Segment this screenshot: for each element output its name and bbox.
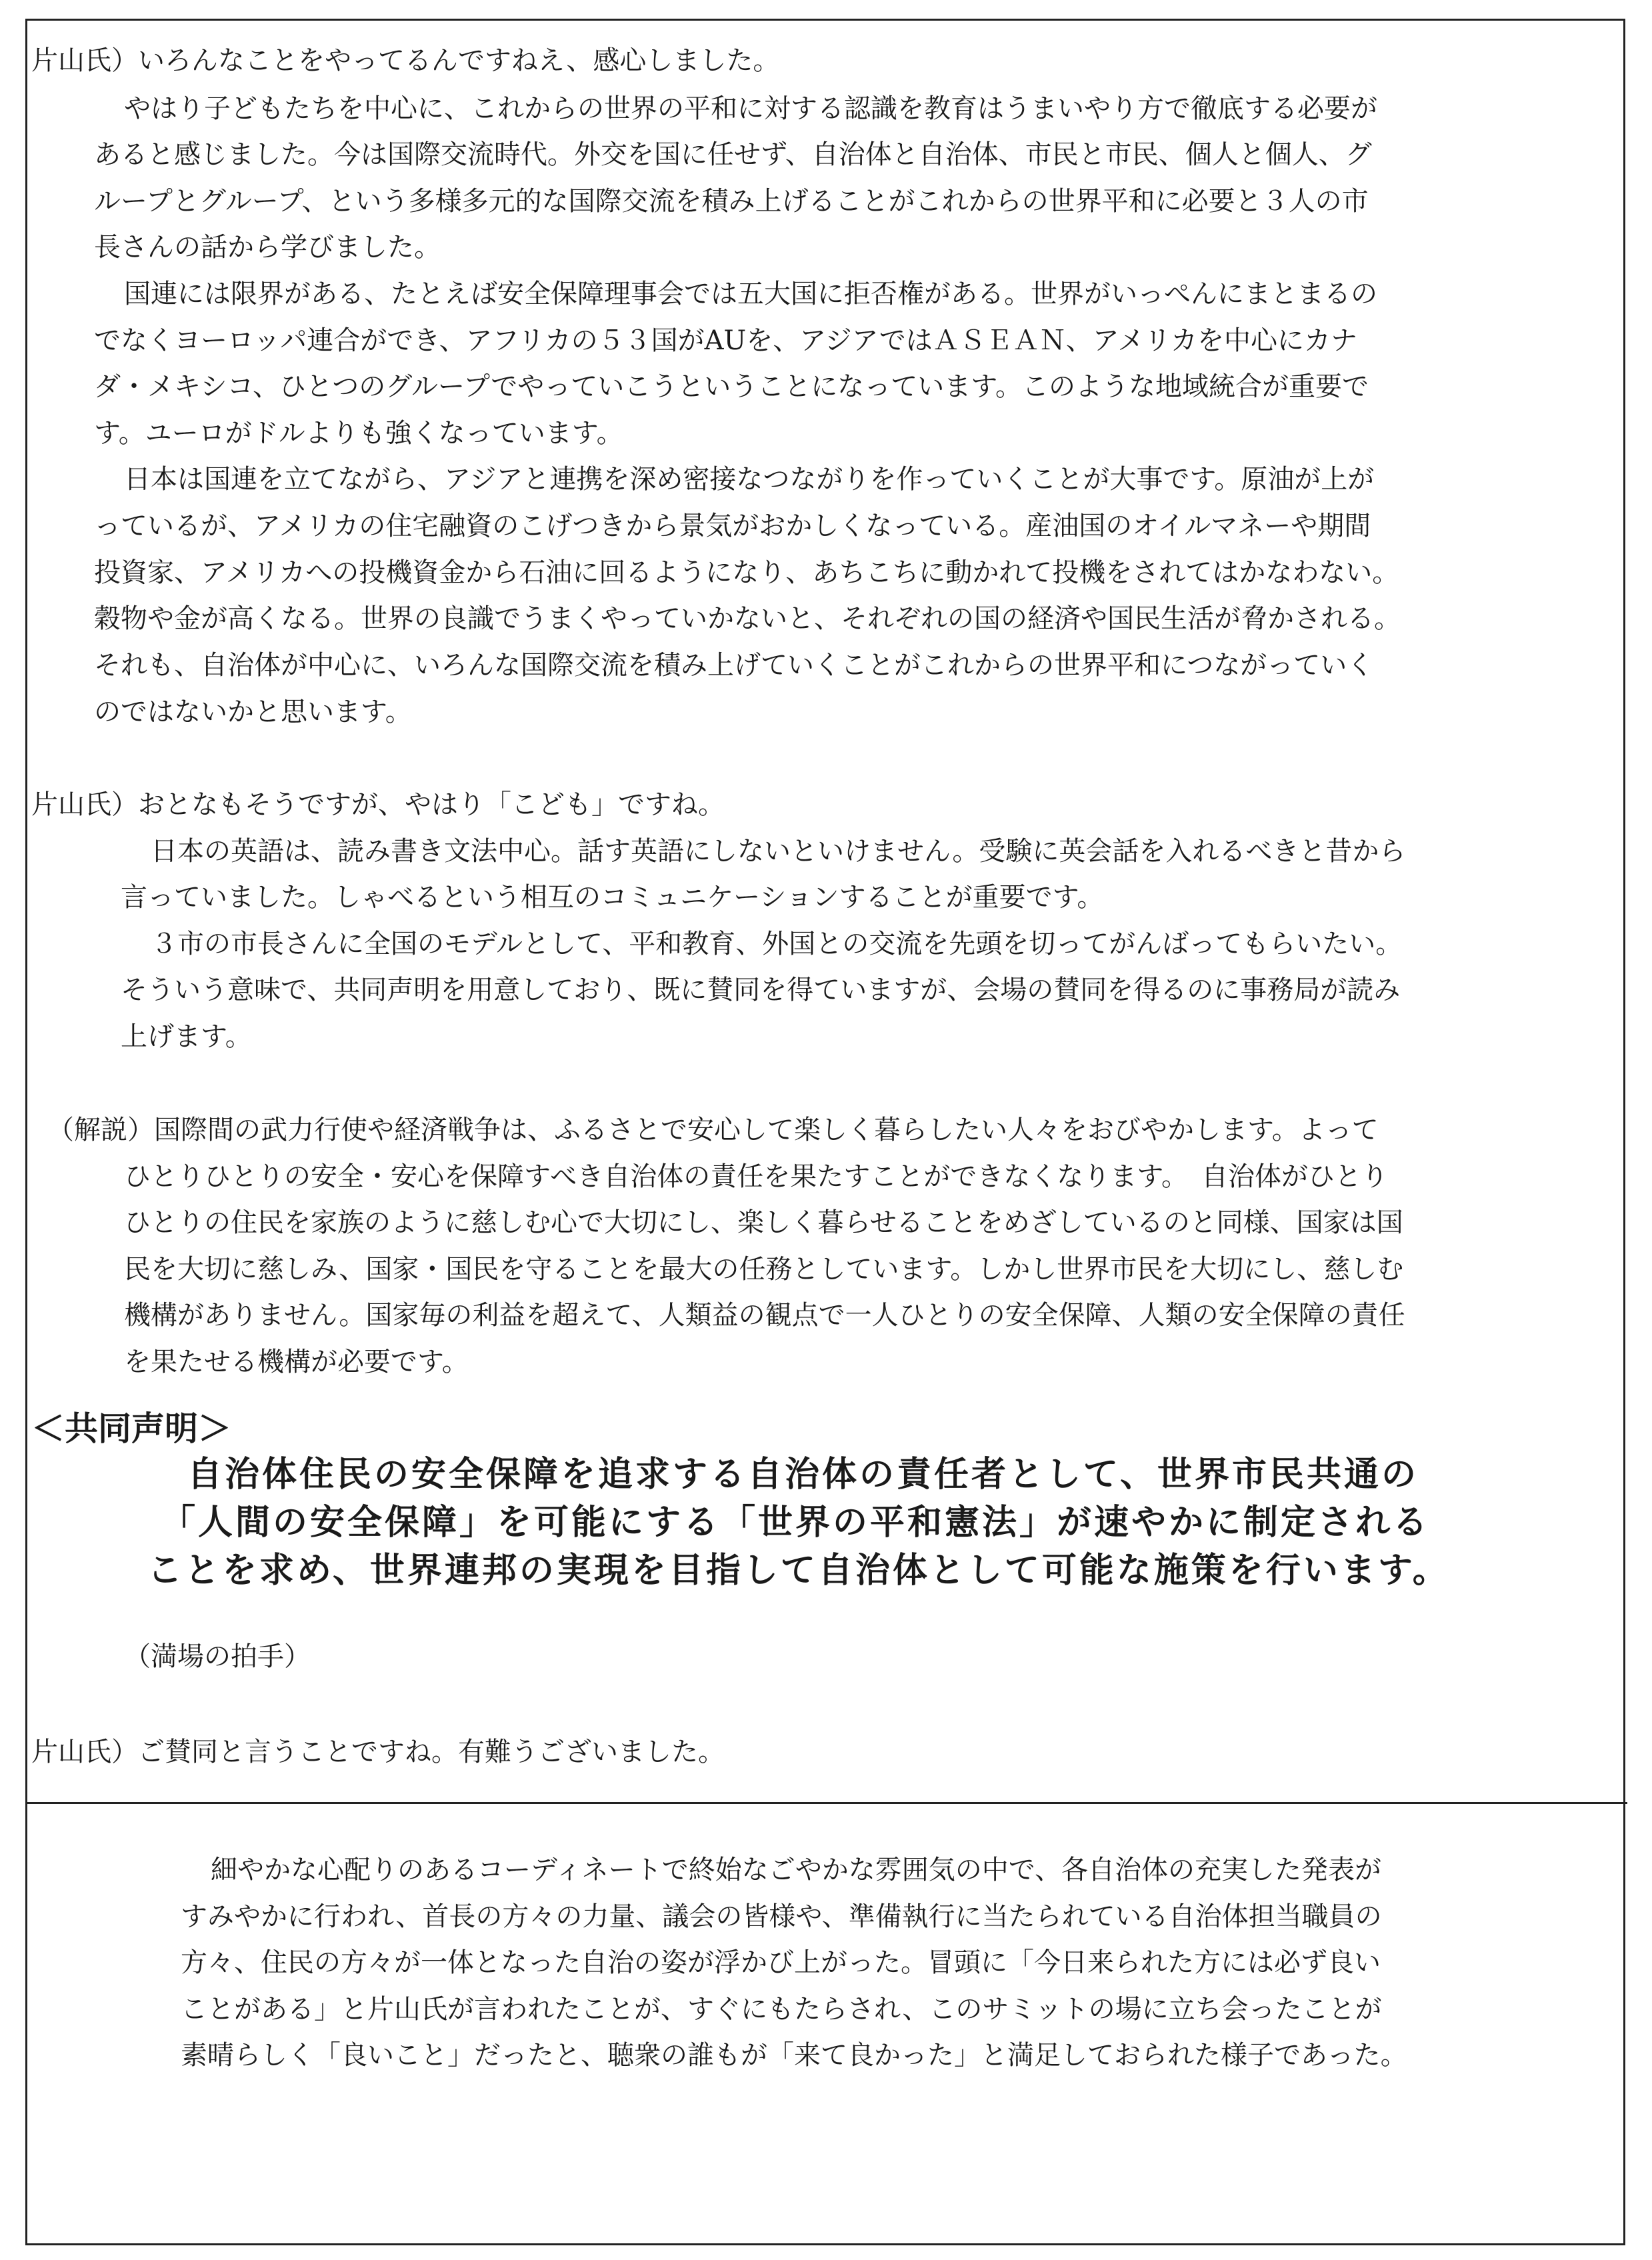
paragraph-line: ダ・メキシコ、ひとつのグループでやっていこうということになっています。このような地域統合が重要で [94, 371, 1369, 402]
commentary-line: 機構がありません。国家毎の利益を超えて、人類益の観点で一人ひとりの安全保障、人類の安全保障の責任 [124, 1300, 1405, 1331]
paragraph-line: 言っていました。しゃべるという相互のコミュニケーションすることが重要です。 [121, 882, 1104, 913]
closing-line: 素晴らしく「良いこと」だったと、聴衆の誰もが「来て良かった」と満足しておられた様子であった。 [181, 2040, 1407, 2071]
closing-line: 方々、住民の方々が一体となった自治の姿が浮かび上がった。冒頭に「今日来られた方には必ず良い [181, 1947, 1381, 1978]
divider [27, 1802, 1627, 1804]
paragraph-line: 投資家、アメリカへの投機資金から石油に回るようになり、あちこちに動かれて投機をされてはかなわない。 [94, 557, 1399, 588]
paragraph-line: 国連には限界がある、たとえば安全保障理事会では五大国に拒否権がある。世界がいっぺんにまとまるの [124, 279, 1377, 309]
paragraph-line: っているが、アメリカの住宅融資のこげつきから景気がおかしくなっている。産油国のオイルマネーや期間 [94, 511, 1371, 541]
statement-line: 「人間の安全保障」を可能にする「世界の平和憲法」が速やかに制定される [161, 1502, 1431, 1543]
paragraph-line: 日本の英語は、読み書き文法中心。話す英語にしないといけません。受験に英会話を入れるべきと昔から [151, 836, 1406, 867]
paragraph-line: のではないかと思います。 [94, 697, 412, 727]
commentary-line: ひとりひとりの安全・安心を保障すべき自治体の責任を果たすことができなくなります。 自治体がひとり [124, 1161, 1388, 1192]
document-frame [25, 19, 1625, 2245]
paragraph-line: やはり子どもたちを中心に、これからの世界の平和に対する認識を教育はうまいやり方で徹底する必要が [124, 93, 1377, 124]
statement-line: ことを求め、世界連邦の実現を目指して自治体として可能な施策を行います。 [147, 1550, 1450, 1591]
paragraph-line: 上げます。 [121, 1021, 252, 1052]
commentary-line: （解説）国際間の武力行使や経済戦争は、ふるさとで安心して楽しく暮らしたい人々をおびやかします。よって [47, 1115, 1379, 1145]
paragraph-line: でなくヨーロッパ連合ができ、アフリカの５３国がAUを、アジアではＡＳＥＡＮ、アメリカを中心にカナ [94, 325, 1357, 356]
paragraph-line: あると感じました。今は国際交流時代。外交を国に任せず、自治体と自治体、市民と市民、個人と個人、グ [94, 139, 1372, 170]
commentary-line: 民を大切に慈しみ、国家・国民を守ることを最大の任務としています。しかし世界市民を大切にし、慈しむ [124, 1254, 1404, 1285]
closing-line: 細やかな心配りのあるコーディネートで終始なごやかな雰囲気の中で、各自治体の充実した発表が [211, 1855, 1381, 1885]
paragraph-line: す。ユーロがドルよりも強くなっています。 [94, 418, 623, 449]
speaker-line-katayama-3: 片山氏）ご賛同と言うことですね。有難うございました。 [31, 1737, 725, 1767]
statement-line: 自治体住民の安全保障を追求する自治体の責任者として、世界市民共通の [187, 1454, 1419, 1495]
closing-line: ことがある」と片山氏が言われたことが、すぐにもたらされ、このサミットの場に立ち会ったことが [181, 1994, 1382, 2025]
commentary-line: を果たせる機構が必要です。 [124, 1347, 469, 1377]
paragraph-line: ３市の市長さんに全国のモデルとして、平和教育、外国との交流を先頭を切ってがんばってもらいたい。 [151, 929, 1403, 959]
speaker-line-katayama-2: 片山氏）おとなもそうですが、やはり「こども」ですね。 [31, 789, 725, 820]
paragraph-line: ループとグループ、という多様多元的な国際交流を積み上げることがこれからの世界平和に必要と３人の市 [94, 186, 1369, 217]
paragraph-line: そういう意味で、共同声明を用意しており、既に賛同を得ていますが、会場の賛同を得るのに事務局が読み [121, 975, 1401, 1005]
commentary-line: ひとりの住民を家族のように慈しむ心で大切にし、楽しく暮らせることをめざしているのと同様、国家は国 [124, 1207, 1403, 1238]
paragraph-line: 長さんの話から学びました。 [94, 232, 441, 263]
statement-heading: ＜共同声明＞ [31, 1409, 231, 1448]
paragraph-line: 日本は国連を立てながら、アジアと連携を深め密接なつながりを作っていくことが大事です。原油が上が [124, 464, 1375, 495]
applause-note: （満場の拍手） [124, 1641, 311, 1672]
closing-line: すみやかに行われ、首長の方々の力量、議会の皆様や、準備執行に当たられている自治体担当職員の [181, 1901, 1382, 1932]
paragraph-line: 穀物や金が高くなる。世界の良識でうまくやっていかないと、それぞれの国の経済や国民生活が脅かされる。 [94, 603, 1401, 634]
speaker-line-katayama-1: 片山氏）いろんなことをやってるんですねえ、感心しました。 [31, 45, 780, 76]
paragraph-line: それも、自治体が中心に、いろんな国際交流を積み上げていくことがこれからの世界平和につながっていく [94, 650, 1374, 681]
